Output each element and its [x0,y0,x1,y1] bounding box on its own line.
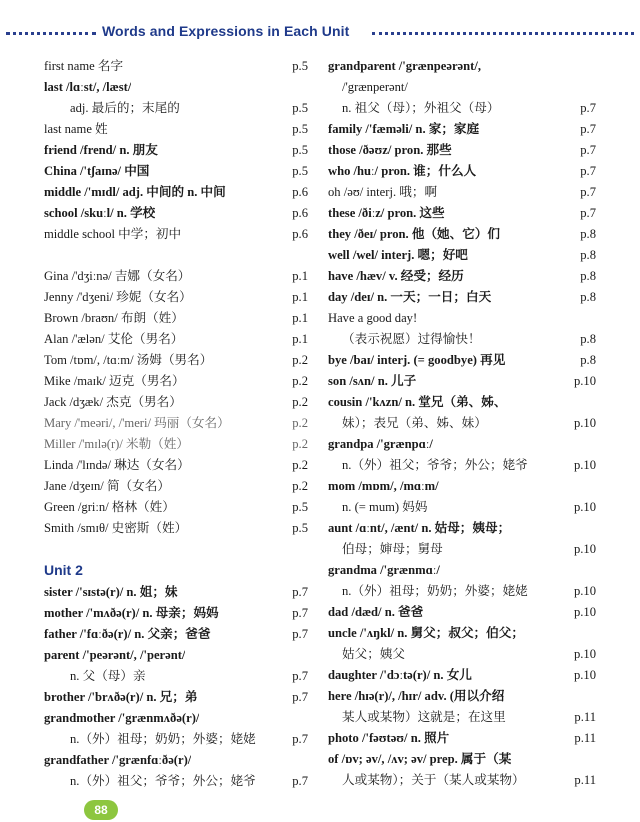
vertical-spacer [44,539,308,560]
entry-text: grandpa /'grænpɑː/ [328,437,433,451]
vocabulary-entry [44,308,308,329]
vocabulary-entry [328,161,596,182]
entry-text: grandma /'grænmɑː/ [328,563,440,577]
entry-page-ref: p.5 [292,164,308,178]
entry-page-ref: p.10 [573,584,596,598]
header-title: Words and Expressions in Each Unit [102,23,350,39]
entry-text: 伯母；婶母；舅母 [342,542,443,556]
entry-text: here /hɪə(r)/, /hɪr/ adv. (用以介绍 [328,689,505,703]
vocabulary-entry [44,287,308,308]
vocabulary-entry [44,771,308,792]
entry-page-ref: p.10 [573,542,596,556]
entry-page-ref: p.7 [580,164,596,178]
vocabulary-entry [328,392,596,413]
vertical-spacer [44,245,308,266]
entry-text: Miller /'mɪlə(r)/ 米勒（姓） [44,437,189,451]
entry-page-ref: p.7 [292,627,308,641]
entry-page-ref: p.2 [292,479,308,493]
entry-page-ref: p.8 [580,269,596,283]
vocabulary-entry [328,518,596,539]
vocabulary-entry [328,140,596,161]
vocabulary-entry [44,708,308,729]
vocabulary-entry [44,624,308,645]
vocabulary-entry [44,455,308,476]
entry-page-ref: p.5 [292,122,308,136]
entry-text: last /lɑːst/, /læst/ [44,80,132,94]
vocabulary-column-right [328,56,596,791]
entry-text: mom /mɒm/, /mɑːm/ [328,479,439,493]
vocabulary-entry [328,665,596,686]
entry-page-ref: p.10 [573,668,596,682]
vocabulary-entry [44,497,308,518]
entry-text: Mike /maɪk/ 迈克（男名） [44,374,185,388]
entry-text: grandmother /'grænmʌðə(r)/ [44,711,200,725]
entry-page-ref: p.7 [292,690,308,704]
entry-text: 某人或某物）这就是；在这里 [342,710,506,724]
vocabulary-entry [44,666,308,687]
entry-text: grandparent /'grænpeərənt/, [328,59,481,73]
entry-text: sister /'sɪstə(r)/ n. 姐；妹 [44,585,178,599]
entry-text: parent /'peərənt/, /'perənt/ [44,648,186,662]
entry-text: first name 名字 [44,59,124,73]
entry-page-ref: p.2 [292,395,308,409]
vocabulary-entry [44,413,308,434]
vocabulary-entry [44,77,308,98]
entry-text: adj. 最后的；末尾的 [70,101,180,115]
vocabulary-entry [44,182,308,203]
vocabulary-entry [328,308,596,329]
entry-text: father /'fɑːðə(r)/ n. 父亲；爸爸 [44,627,211,641]
vocabulary-entry [44,266,308,287]
entry-page-ref: p.10 [573,416,596,430]
entry-page-ref: p.7 [292,585,308,599]
entry-text: those /ðəʊz/ pron. 那些 [328,143,452,157]
entry-text: n.（外）祖父；爷爷；外公；姥爷 [342,458,528,472]
vocabulary-entry [328,707,596,728]
vocabulary-entry [44,476,308,497]
vocabulary-entry [328,203,596,224]
entry-text: who /huː/ pron. 谁；什么人 [328,164,477,178]
vocabulary-entry [44,140,308,161]
entry-text: mother /'mʌðə(r)/ n. 母亲；妈妈 [44,606,219,620]
entry-text: bye /baɪ/ interj. (= goodbye) 再见 [328,353,506,367]
vocabulary-entry [328,224,596,245]
vocabulary-entry [44,582,308,603]
entry-page-ref: p.2 [292,458,308,472]
entry-text: brother /'brʌðə(r)/ n. 兄；弟 [44,690,198,704]
entry-page-ref: p.5 [292,521,308,535]
entry-page-ref: p.7 [292,669,308,683]
entry-text: grandfather /'grænfɑːðə(r)/ [44,753,192,767]
entry-page-ref: p.5 [292,101,308,115]
entry-page-ref: p.1 [292,332,308,346]
entry-text: /'grænperənt/ [342,80,408,94]
vocabulary-entry [328,413,596,434]
entry-text: 人或某物）；关于（某人或某物） [342,773,525,787]
entry-text: Tom /tɒm/, /tɑːm/ 汤姆（男名） [44,353,213,367]
entry-text: family /'fæməli/ n. 家；家庭 [328,122,480,136]
vocabulary-entry [328,623,596,644]
entry-text: school /skuːl/ n. 学校 [44,206,156,220]
entry-page-ref: p.2 [292,416,308,430]
entry-page-ref: p.10 [573,458,596,472]
vocabulary-entry [328,119,596,140]
entry-text: daughter /'dɔːtə(r)/ n. 女儿 [328,668,472,682]
entry-text: n.（外）祖母；奶奶；外婆；姥姥 [70,732,256,746]
entry-text: Jack /dʒæk/ 杰克（男名） [44,395,182,409]
vocabulary-entry [44,98,308,119]
vocabulary-entry [328,770,596,791]
entry-page-ref: p.6 [292,185,308,199]
entry-page-ref: p.6 [292,206,308,220]
entry-text: Green /griːn/ 格林（姓） [44,500,175,514]
entry-page-ref: p.8 [580,248,596,262]
entry-page-ref: p.7 [580,122,596,136]
vocabulary-entry [44,750,308,771]
vocabulary-entry [328,560,596,581]
vocabulary-entry [328,476,596,497]
entry-page-ref: p.8 [580,353,596,367]
entry-page-ref: p.10 [573,500,596,514]
page-number-badge: 88 [84,800,118,820]
vocabulary-entry [328,749,596,770]
entry-page-ref: p.11 [574,710,596,724]
vocabulary-entry [328,371,596,392]
vocabulary-entry [44,56,308,77]
entry-page-ref: p.7 [292,732,308,746]
vocabulary-entry [328,98,596,119]
entry-text: n.（外）祖父；爷爷；外公；姥爷 [70,774,256,788]
vocabulary-entry [328,539,596,560]
entry-page-ref: p.5 [292,59,308,73]
entry-text: of /ɒv; əv/, /ʌv; əv/ prep. 属于（某 [328,752,512,766]
entry-page-ref: p.7 [292,606,308,620]
entry-page-ref: p.10 [573,605,596,619]
entry-text: Jenny /'dʒeni/ 珍妮（女名） [44,290,192,304]
vocabulary-entry [328,686,596,707]
entry-text: Jane /dʒeɪn/ 简（女名） [44,479,170,493]
entry-text: son /sʌn/ n. 儿子 [328,374,417,388]
entry-page-ref: p.7 [580,185,596,199]
vocabulary-column-left [44,56,308,792]
entry-text: n. 父（母）亲 [70,669,146,683]
entry-text: Mary /'meəri/, /'meri/ 玛丽（女名） [44,416,230,430]
entry-page-ref: p.7 [580,143,596,157]
entry-page-ref: p.2 [292,374,308,388]
vocabulary-entry [44,224,308,245]
entry-text: Smith /smɪθ/ 史密斯（姓） [44,521,188,535]
entry-text: have /hæv/ v. 经受；经历 [328,269,464,283]
entry-text: Brown /braʊn/ 布朗（姓） [44,311,184,325]
entry-text: China /'tʃaɪnə/ 中国 [44,164,150,178]
vocabulary-entry [328,77,596,98]
entry-text: photo /'fəʊtəʊ/ n. 照片 [328,731,450,745]
entry-text: friend /frend/ n. 朋友 [44,143,158,157]
entry-text: middle school 中学；初中 [44,227,182,241]
header-dots-left [6,32,96,35]
vocabulary-entry [44,350,308,371]
entry-text: 姑父；姨父 [342,647,405,661]
entry-text: uncle /'ʌŋkl/ n. 舅父；叔父；伯父； [328,626,524,640]
header-dots-right [372,32,634,35]
unit-heading: Unit 2 [44,562,83,578]
vocabulary-entry [328,182,596,203]
entry-text: cousin /'kʌzn/ n. 堂兄（弟、姊、 [328,395,507,409]
entry-page-ref: p.8 [580,290,596,304]
entry-page-ref: p.11 [574,773,596,787]
vocabulary-entry [44,645,308,666]
entry-text: well /wel/ interj. 嗯；好吧 [328,248,468,262]
vocabulary-entry [44,434,308,455]
entry-text: last name 姓 [44,122,108,136]
entry-page-ref: p.1 [292,311,308,325]
entry-page-ref: p.11 [574,731,596,745]
entry-text: Linda /'lɪndə/ 琳达（女名） [44,458,190,472]
vocabulary-entry [328,350,596,371]
entry-text: dad /dæd/ n. 爸爸 [328,605,424,619]
vocabulary-entry [328,56,596,77]
entry-text: 妹）；表兄（弟、姊、妹） [342,416,487,430]
vocabulary-entry [44,161,308,182]
vocabulary-entry [44,119,308,140]
entry-page-ref: p.5 [292,500,308,514]
vocabulary-entry [44,371,308,392]
entry-text: aunt /ɑːnt/, /ænt/ n. 姑母；姨母； [328,521,511,535]
entry-text: n.（外）祖母；奶奶；外婆；姥姥 [342,584,528,598]
vocabulary-entry [44,518,308,539]
vocabulary-entry [328,287,596,308]
entry-page-ref: p.2 [292,437,308,451]
vocabulary-entry [328,728,596,749]
entry-text: n. 祖父（母）；外祖父（母） [342,101,500,115]
vocabulary-entry [44,729,308,750]
vocabulary-entry [328,266,596,287]
entry-text: these /ðiːz/ pron. 这些 [328,206,445,220]
entry-text: they /ðeɪ/ pron. 他（她、它）们 [328,227,501,241]
entry-text: Have a good day! [328,311,418,325]
vocabulary-entry [328,434,596,455]
entry-text: Gina /'dʒiːnə/ 吉娜（女名） [44,269,191,283]
entry-page-ref: p.10 [573,647,596,661]
vocabulary-entry [328,329,596,350]
vocabulary-entry [44,329,308,350]
entry-text: oh /əʊ/ interj. 哦；啊 [328,185,438,199]
entry-page-ref: p.1 [292,290,308,304]
vocabulary-entry [328,602,596,623]
entry-page-ref: p.7 [292,774,308,788]
entry-text: day /deɪ/ n. 一天；一日；白天 [328,290,492,304]
vocabulary-entry [44,203,308,224]
entry-text: middle /'mɪdl/ adj. 中间的 n. 中间 [44,185,226,199]
vocabulary-entry [328,245,596,266]
vocabulary-entry [44,392,308,413]
entry-page-ref: p.8 [580,227,596,241]
vocabulary-entry [328,497,596,518]
entry-page-ref: p.7 [580,206,596,220]
entry-page-ref: p.7 [580,101,596,115]
entry-page-ref: p.2 [292,353,308,367]
vocabulary-entry [44,603,308,624]
vocabulary-entry [328,644,596,665]
entry-page-ref: p.8 [580,332,596,346]
entry-page-ref: p.6 [292,227,308,241]
entry-page-ref: p.5 [292,143,308,157]
page-header [0,22,640,44]
entry-text: （表示祝愿）过得愉快！ [342,332,481,346]
entry-text: n. (= mum) 妈妈 [342,500,428,514]
vocabulary-entry [44,687,308,708]
entry-page-ref: p.10 [573,374,596,388]
vocabulary-entry [328,455,596,476]
entry-page-ref: p.1 [292,269,308,283]
entry-text: Alan /'ælən/ 艾伦（男名） [44,332,184,346]
vocabulary-entry [328,581,596,602]
